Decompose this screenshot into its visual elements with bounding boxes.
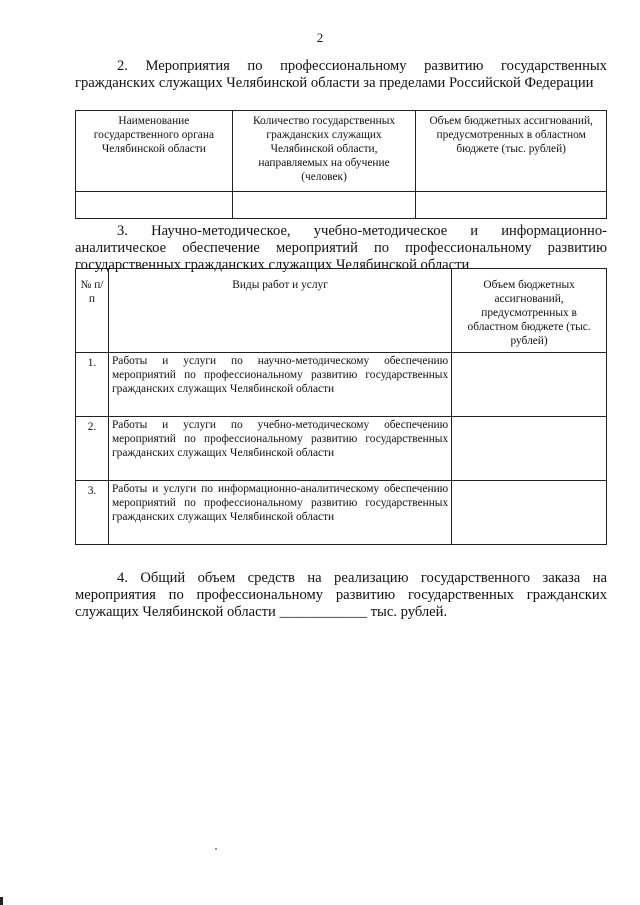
table-cell bbox=[232, 192, 416, 219]
section-4-text: Общий объем средств на реализацию государственного заказа на мероприятия по профессиональному развитию государственных гражданских служащих Челябинской области bbox=[75, 570, 607, 620]
section-2-table bbox=[75, 110, 607, 219]
scan-corner-mark bbox=[0, 897, 3, 905]
section-2-heading bbox=[75, 58, 607, 92]
row-number: 1. bbox=[76, 353, 109, 417]
section-3-title: Научно-методическое, учебно-методическое и информационно-аналитическое обеспечение мероприятий по профессиональному развитию государственных гражданских служащих Челябинской области bbox=[75, 223, 607, 273]
table-row bbox=[76, 481, 607, 545]
section-3-table bbox=[75, 268, 607, 545]
table-row bbox=[76, 353, 607, 417]
section-4-number: 4. bbox=[117, 570, 128, 586]
row-description: Работы и услуги по учебно-методическому обеспечению мероприятий по профессиональному развитию государственных гражданских служащих Челябинской области bbox=[108, 417, 451, 481]
section-2-number: 2. bbox=[117, 58, 128, 74]
row-description: Работы и услуги по информационно-аналитическому обеспечению мероприятий по профессиональному развитию государственных гражданских служащих Челябинской области bbox=[108, 481, 451, 545]
table-header-row bbox=[76, 269, 607, 353]
table-cell bbox=[76, 192, 233, 219]
section-2-title: Мероприятия по профессиональному развитию государственных гражданских служащих Челябинской области за пределами Российской Федерации bbox=[75, 58, 607, 91]
table-row bbox=[76, 192, 607, 219]
section-4-unit: тыс. рублей. bbox=[370, 604, 448, 620]
row-number: 2. bbox=[76, 417, 109, 481]
header-work-types: Виды работ и услуг bbox=[108, 269, 451, 353]
page-number: 2 bbox=[316, 30, 324, 45]
scan-speck bbox=[215, 848, 217, 850]
header-budget: Объем бюджетных ассигнований, предусмотренных в областном бюджете (тыс. рублей) bbox=[452, 269, 607, 353]
row-value bbox=[452, 481, 607, 545]
header-organ-name: Наименование государственного органа Челябинской области bbox=[76, 111, 233, 192]
row-number: 3. bbox=[76, 481, 109, 545]
row-value bbox=[452, 417, 607, 481]
header-number: № п/п bbox=[76, 269, 109, 353]
header-employee-count: Количество государственных гражданских служащих Челябинской области, направляемых на обучение (человек) bbox=[232, 111, 416, 192]
header-budget: Объем бюджетных ассигнований, предусмотренных в областном бюджете (тыс. рублей) bbox=[416, 111, 607, 192]
table-row bbox=[76, 417, 607, 481]
row-value bbox=[452, 353, 607, 417]
row-description: Работы и услуги по научно-методическому обеспечению мероприятий по профессиональному развитию государственных гражданских служащих Челябинской области bbox=[108, 353, 451, 417]
table-cell bbox=[416, 192, 607, 219]
section-3-number: 3. bbox=[117, 223, 128, 239]
section-3-heading bbox=[75, 223, 607, 274]
section-4-paragraph bbox=[75, 570, 607, 621]
amount-blank: ____________ bbox=[279, 604, 368, 620]
table-header-row bbox=[76, 111, 607, 192]
